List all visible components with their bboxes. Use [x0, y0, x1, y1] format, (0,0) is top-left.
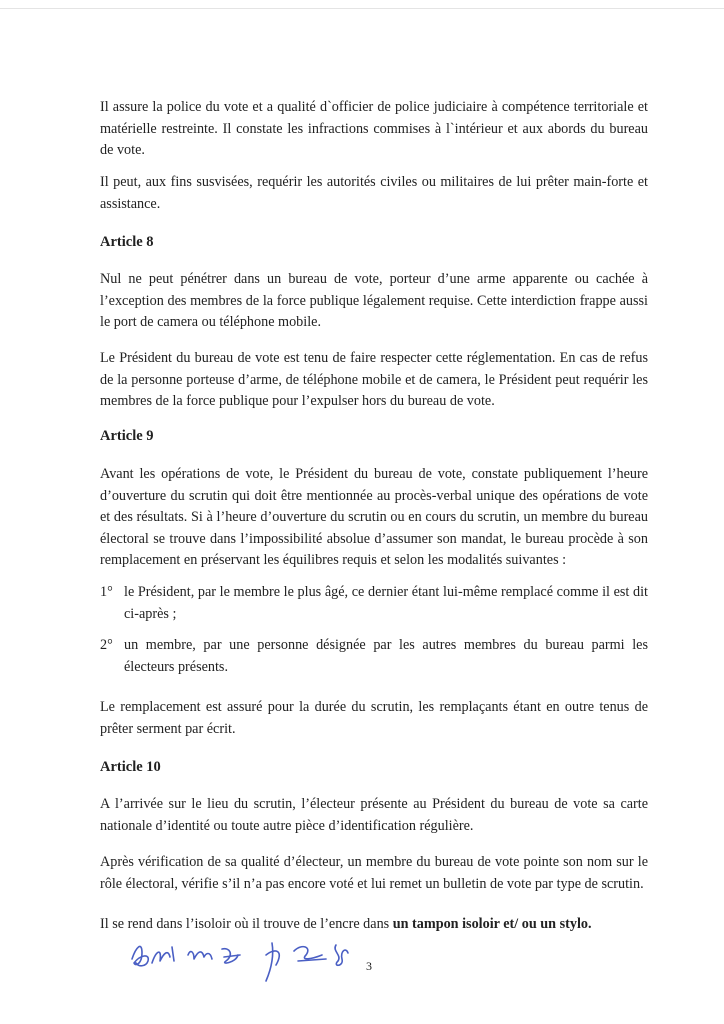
article-9-heading: Article 9 — [100, 428, 154, 444]
article-9-closing: Le remplacement est assuré pour la durée du scrutin, les remplaçants étant en outre tenus de prêter serment par écrit. — [100, 699, 648, 737]
article-10-paragraph-1: A l’arrivée sur le lieu du scrutin, l’électeur présente au Président du bureau de vote sa carte nationale d’identité ou toute autre pièce d’identification régulière. — [100, 796, 648, 834]
item-number: 1° — [100, 584, 113, 600]
paragraph-police-du-vote: Il assure la police du vote et a qualité d`officier de police judiciaire à compétence territoriale et matérielle restreinte. Il constate les infractions commises à l`intérieur et aux abords du bureau de vote. — [100, 99, 648, 158]
item-number: 2° — [100, 637, 113, 653]
article-8-paragraph-2: Le Président du bureau de vote est tenu de faire respecter cette réglementation. En cas de refus de la personne porteuse d’arme, de téléphone mobile et de camera, le Président peut requérir les membres de la force publique pour l’expulser hors du bureau de vote. — [100, 350, 648, 409]
article-9-item-2 — [100, 635, 648, 678]
item-text: un membre, par une personne désignée par les autres membres du bureau parmi les électeurs présents. — [124, 637, 648, 675]
handwritten-initials — [126, 925, 386, 985]
article-9-item-1 — [100, 582, 648, 625]
article-8-heading: Article 8 — [100, 234, 154, 250]
last-line-text: Il se rend dans l’isoloir où il trouve de l’encre dans — [100, 916, 393, 932]
article-8-paragraph-1: Nul ne peut pénétrer dans un bureau de vote, porteur d’une arme apparente ou cachée à l’exception des membres de la force publique légalement requise. Cette interdiction frappe aussi le port de camera ou téléphone mobile. — [100, 271, 648, 330]
last-line-bold-text: un tampon isoloir et/ ou un stylo. — [392, 916, 592, 932]
item-text: le Président, par le membre le plus âgé, ce dernier étant lui-même remplacé comme il est dit ci-après ; — [124, 584, 648, 622]
article-9-intro: Avant les opérations de vote, le Président du bureau de vote, constate publiquement l’heure d’ouverture du scrutin qui doit être mentionnée au procès-verbal unique des opérations de vote et des résultats. Si à l’heure d’ouverture du scrutin ou en cours du scrutin, un membre du bureau électoral se trouve dans l’impossibilité absolue d’assumer son mandat, le bureau procède à son remplacement en préservant les équilibres requis et selon les modalités suivantes : — [100, 466, 648, 568]
paragraph-requisition: Il peut, aux fins susvisées, requérir les autorités civiles ou militaires de lui prêter main-forte et assistance. — [100, 174, 648, 212]
page-number: 3 — [366, 959, 372, 973]
article-10-heading: Article 10 — [100, 759, 161, 775]
article-10-paragraph-2: Après vérification de sa qualité d’électeur, un membre du bureau de vote pointe son nom sur le rôle électoral, vérifie s’il n’a pas encore voté et lui remet un bulletin de vote par type de scrutin. — [100, 854, 648, 892]
